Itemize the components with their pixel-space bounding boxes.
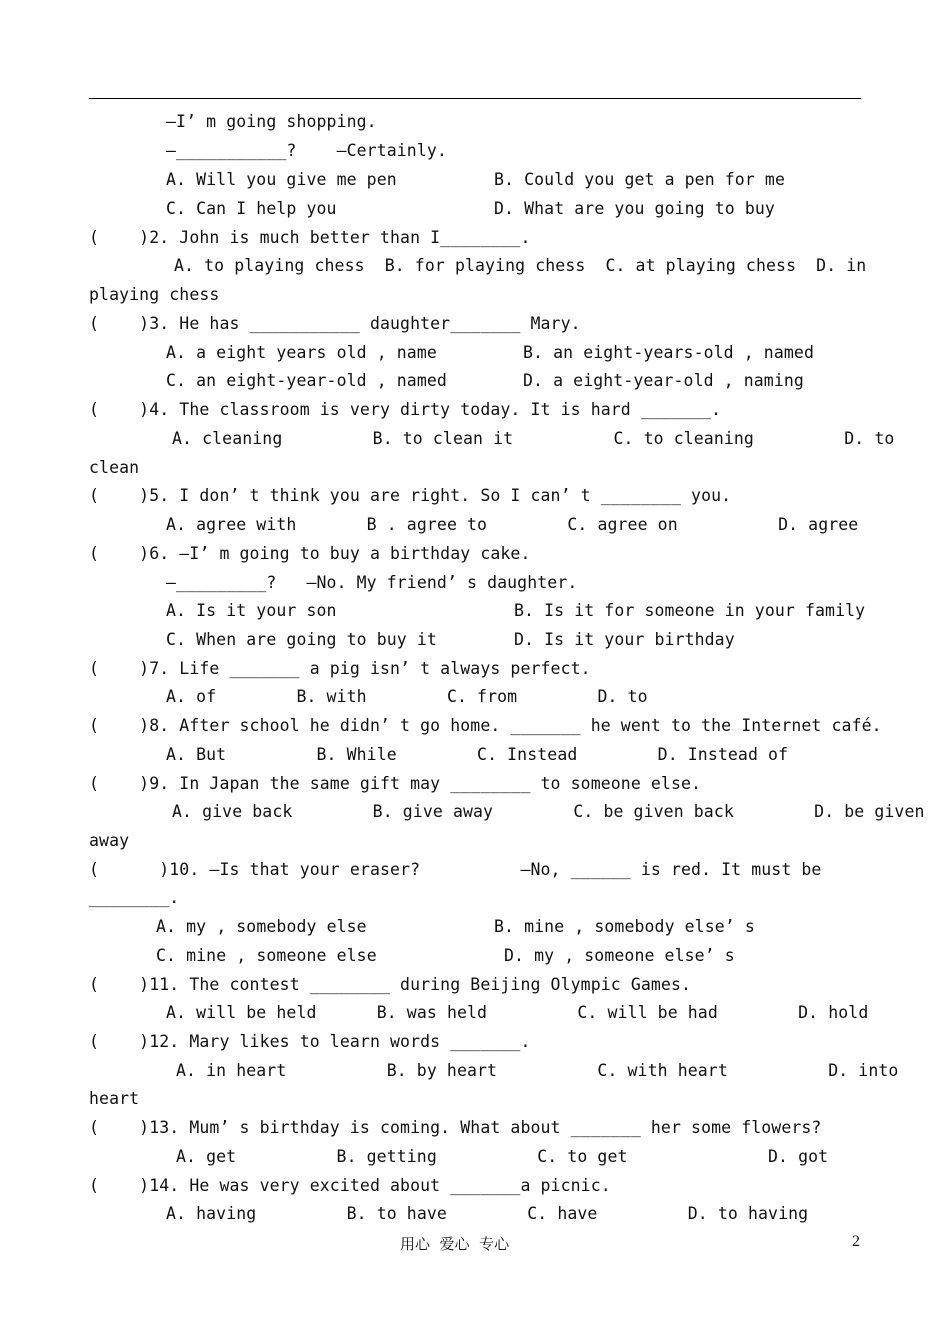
text-line: A. having B. to have C. have D. to having <box>166 1204 809 1223</box>
footer-slogan: 用心 爱心 专心 <box>400 1235 510 1253</box>
text-line: ( )6. —I’ m going to buy a birthday cake. <box>89 544 531 563</box>
page-number: 2 <box>852 1233 860 1250</box>
text-line: B. Is it for someone in your family <box>514 601 866 620</box>
text-line: ( )2. John is much better than I________. <box>89 228 531 247</box>
text-line: A. Is it your son <box>166 601 337 620</box>
text-line: B. Could you get a pen for me <box>494 170 785 189</box>
text-line: A. in heart B. by heart C. with heart D. into <box>176 1061 899 1080</box>
text-line: B. mine , somebody else’ s <box>494 917 755 936</box>
text-line: A. my , somebody else <box>156 917 367 936</box>
text-line: C. When are going to buy it <box>166 630 437 649</box>
text-line: B. an eight-years-old , named <box>523 343 814 362</box>
text-line: ( )5. I don’ t think you are right. So I can’ t ________ you. <box>89 486 732 505</box>
text-line: —I’ m going shopping. <box>166 112 377 131</box>
text-line: A. cleaning B. to clean it C. to cleaning D. to <box>172 429 895 448</box>
text-line: A. Will you give me pen <box>166 170 397 189</box>
text-line: C. an eight-year-old , named <box>166 371 447 390</box>
header-rule <box>89 98 861 99</box>
text-line: ( )11. The contest ________ during Beijing Olympic Games. <box>89 975 692 994</box>
text-line: ( )8. After school he didn’ t go home. _______ he went to the Internet café. <box>89 716 882 735</box>
text-line: D. my , someone else’ s <box>504 946 735 965</box>
text-line: clean <box>89 458 140 477</box>
text-line: ( )7. Life _______ a pig isn’ t always perfect. <box>89 659 591 678</box>
text-line: D. What are you going to buy <box>494 199 775 218</box>
text-line: —___________? —Certainly. <box>166 141 447 160</box>
text-line: ________. <box>89 888 180 907</box>
text-line: A. agree with B . agree to C. agree on D. agree <box>166 515 859 534</box>
text-line: ( )3. He has ___________ daughter_______ Mary. <box>89 314 581 333</box>
text-line: A. give back B. give away C. be given back D. be given <box>172 802 925 821</box>
text-line: A. of B. with C. from D. to <box>166 687 648 706</box>
text-line: away <box>89 831 130 850</box>
text-line: ( )14. He was very excited about _______a picnic. <box>89 1176 611 1195</box>
text-line: C. Can I help you <box>166 199 337 218</box>
text-line: D. Is it your birthday <box>514 630 735 649</box>
text-line: ( )13. Mum’ s birthday is coming. What about _______ her some flowers? <box>89 1118 822 1137</box>
text-line: C. mine , someone else <box>156 946 377 965</box>
text-line: ( )9. In Japan the same gift may ________ to someone else. <box>89 774 702 793</box>
text-line: playing chess <box>89 285 220 304</box>
text-line: A. get B. getting C. to get D. got <box>176 1147 829 1166</box>
text-line: A. to playing chess B. for playing chess C. at playing chess D. in <box>174 256 867 275</box>
text-line: heart <box>89 1089 140 1108</box>
text-line: A. will be held B. was held C. will be had D. hold <box>166 1003 869 1022</box>
text-line: D. a eight-year-old , naming <box>523 371 804 390</box>
text-line: ( )4. The classroom is very dirty today. It is hard _______. <box>89 400 722 419</box>
text-line: ( )10. —Is that your eraser? —No, ______ is red. It must be <box>89 860 822 879</box>
text-line: A. a eight years old , name <box>166 343 437 362</box>
text-line: A. But B. While C. Instead D. Instead of <box>166 745 789 764</box>
text-line: ( )12. Mary likes to learn words _______. <box>89 1032 531 1051</box>
text-line: —_________? —No. My friend’ s daughter. <box>166 573 578 592</box>
